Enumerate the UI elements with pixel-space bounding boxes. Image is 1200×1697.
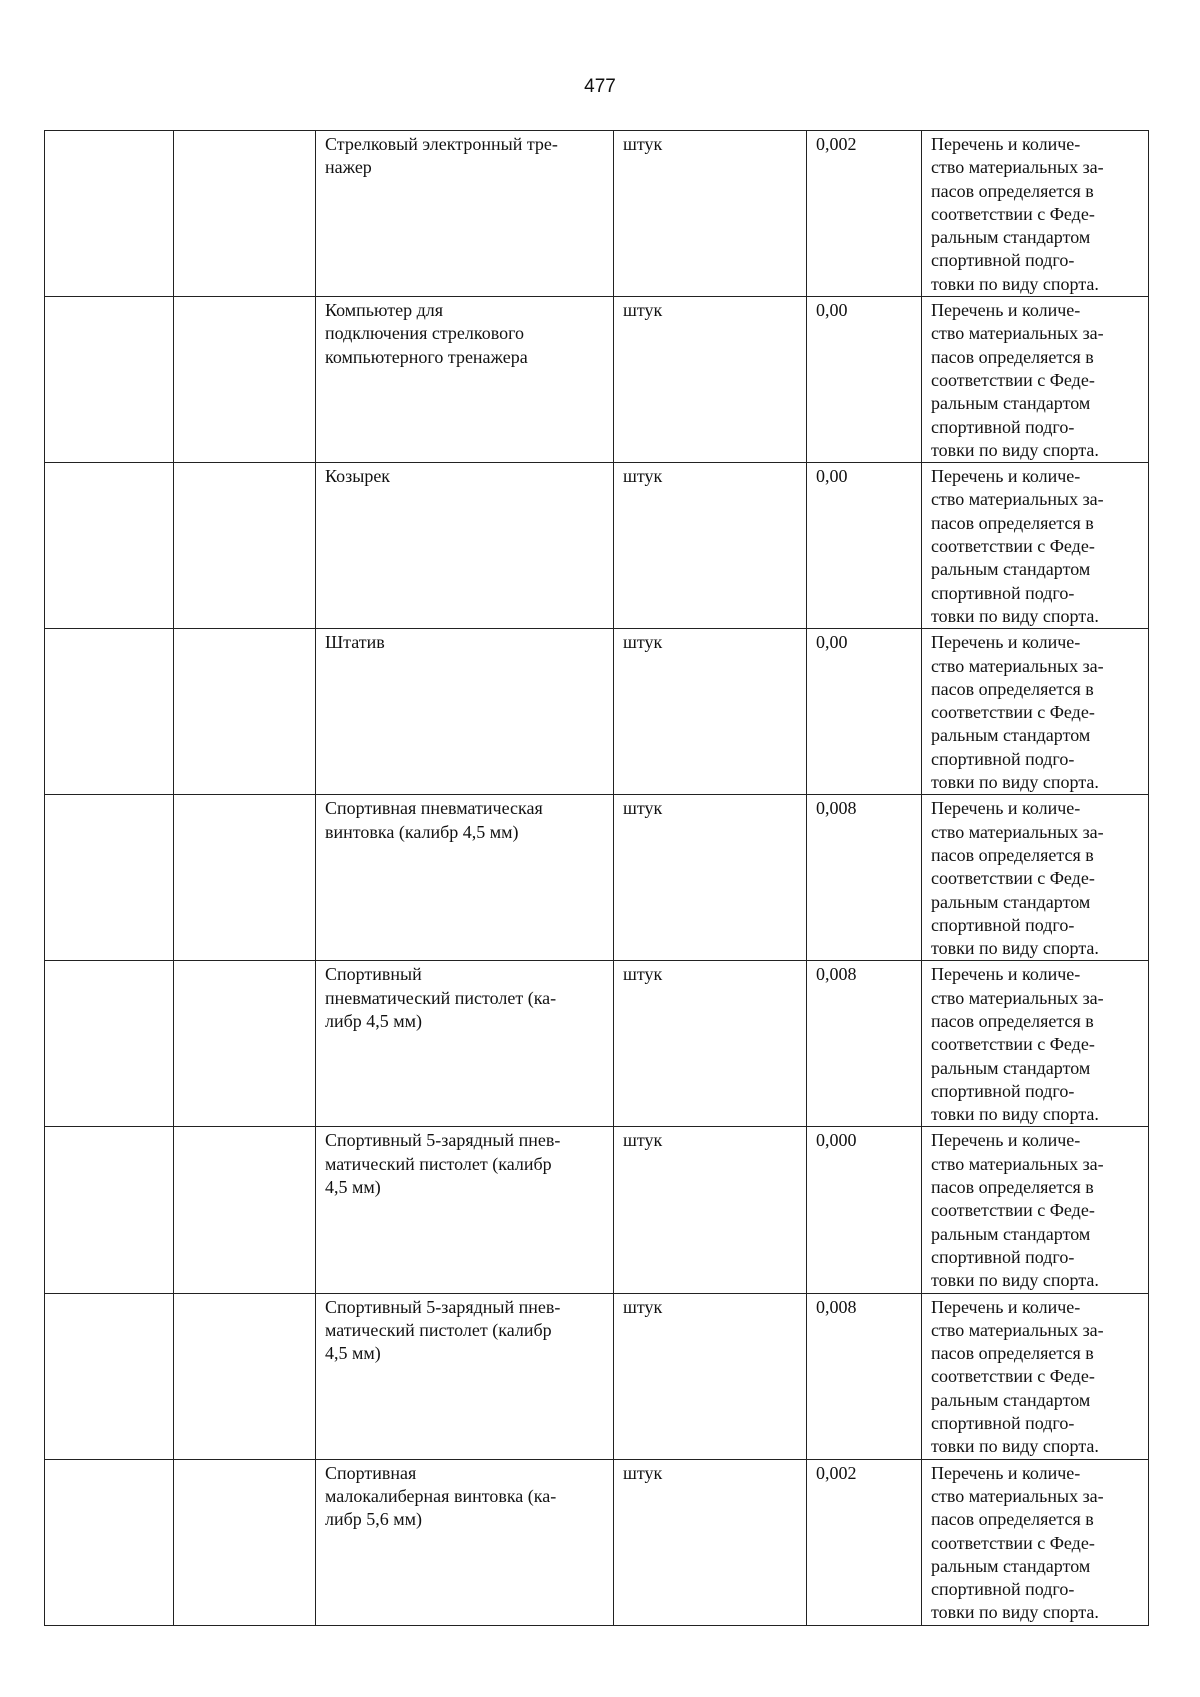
unit-cell [614, 961, 807, 1127]
note-cell [922, 1293, 1149, 1459]
unit-cell [614, 1459, 807, 1625]
item-name-cell [316, 629, 614, 795]
unit-text: штук [623, 1296, 663, 1317]
unit-cell [614, 297, 807, 463]
inventory-table [44, 130, 1149, 1626]
item-name-cell [316, 297, 614, 463]
note-text: Перечень и количе- ство материальных за- пасов определяется в соответствии с Феде- ральным стандартом спортивной подго- товки по виду спорта. [931, 300, 1104, 460]
quantity-text: 0,008 [816, 964, 857, 985]
quantity-cell [807, 1459, 922, 1625]
item-name-text: Спортивный пневматический пистолет (ка- либр 4,5 мм) [325, 964, 557, 1031]
empty-column-1-cell [45, 1127, 174, 1293]
quantity-cell [807, 961, 922, 1127]
table-row [45, 1127, 1149, 1293]
unit-cell [614, 463, 807, 629]
empty-column-2-cell [174, 961, 316, 1127]
empty-column-1-cell [45, 131, 174, 297]
item-name-text: Спортивная малокалиберная винтовка (ка- либр 5,6 мм) [325, 1462, 557, 1530]
item-name-text: Козырек [325, 466, 391, 487]
item-name-text: Штатив [325, 632, 385, 653]
quantity-text: 0,002 [816, 1462, 857, 1483]
note-text: Перечень и количе- ство материальных за- пасов определяется в соответствии с Феде- ральным стандартом спортивной подго- товки по виду спорта. [931, 798, 1104, 959]
item-name-cell [316, 1293, 614, 1459]
empty-column-2-cell [174, 1293, 316, 1459]
quantity-cell [807, 131, 922, 297]
unit-text: штук [623, 798, 663, 819]
note-cell [922, 795, 1149, 961]
quantity-text: 0,00 [816, 300, 848, 321]
item-name-text: Спортивный 5-зарядный пнев- матический пистолет (калибр 4,5 мм) [325, 1130, 561, 1198]
unit-cell [614, 795, 807, 961]
empty-column-2-cell [174, 795, 316, 961]
note-cell [922, 297, 1149, 463]
quantity-cell [807, 463, 922, 629]
empty-column-1-cell [45, 1293, 174, 1459]
unit-text: штук [623, 1462, 663, 1483]
note-text: Перечень и количе- ство материальных за- пасов определяется в соответствии с Феде- ральным стандартом спортивной подго- товки по виду спорта. [931, 1296, 1104, 1457]
note-text: Перечень и количе- ство материальных за- пасов определяется в соответствии с Феде- ральным стандартом спортивной подго- товки по виду спорта. [931, 134, 1104, 294]
empty-column-1-cell [45, 463, 174, 629]
item-name-cell [316, 1127, 614, 1293]
item-name-text: Спортивный 5-зарядный пнев- матический пистолет (калибр 4,5 мм) [325, 1296, 561, 1364]
page-number: 477 [584, 76, 616, 97]
table-row [45, 131, 1149, 297]
note-text: Перечень и количе- ство материальных за- пасов определяется в соответствии с Феде- ральным стандартом спортивной подго- товки по виду спорта. [931, 964, 1104, 1125]
unit-cell [614, 629, 807, 795]
empty-column-2-cell [174, 131, 316, 297]
note-text: Перечень и количе- ство материальных за- пасов определяется в соответствии с Феде- ральным стандартом спортивной подго- товки по виду спорта. [931, 632, 1104, 793]
quantity-cell [807, 795, 922, 961]
quantity-text: 0,000 [816, 1130, 857, 1151]
quantity-text: 0,00 [816, 632, 848, 653]
unit-text: штук [623, 1130, 663, 1151]
item-name-text: Стрелковый электронный тре- нажер [325, 134, 558, 178]
note-cell [922, 629, 1149, 795]
unit-text: штук [623, 466, 663, 487]
item-name-cell [316, 795, 614, 961]
empty-column-2-cell [174, 297, 316, 463]
unit-text: штук [623, 632, 663, 653]
table-body [45, 131, 1149, 1626]
empty-column-2-cell [174, 1127, 316, 1293]
quantity-cell [807, 1293, 922, 1459]
unit-text: штук [623, 300, 663, 321]
quantity-text: 0,00 [816, 466, 848, 487]
quantity-text: 0,002 [816, 134, 857, 154]
item-name-cell [316, 463, 614, 629]
unit-cell [614, 1127, 807, 1293]
table-row [45, 629, 1149, 795]
unit-cell [614, 131, 807, 297]
table-row [45, 961, 1149, 1127]
empty-column-2-cell [174, 463, 316, 629]
table-row [45, 297, 1149, 463]
note-cell [922, 463, 1149, 629]
unit-text: штук [623, 964, 663, 985]
quantity-cell [807, 1127, 922, 1293]
item-name-text: Компьютер для подключения стрелкового компьютерного тренажера [325, 300, 528, 367]
note-cell [922, 1459, 1149, 1625]
note-cell [922, 961, 1149, 1127]
quantity-cell [807, 297, 922, 463]
empty-column-1-cell [45, 1459, 174, 1625]
item-name-cell [316, 1459, 614, 1625]
note-text: Перечень и количе- ство материальных за- пасов определяется в соответствии с Феде- ральным стандартом спортивной подго- товки по виду спорта. [931, 1130, 1104, 1291]
empty-column-1-cell [45, 961, 174, 1127]
unit-text: штук [623, 134, 663, 154]
note-text: Перечень и количе- ство материальных за- пасов определяется в соответствии с Феде- ральным стандартом спортивной подго- товки по виду спорта. [931, 1462, 1104, 1623]
item-name-cell [316, 961, 614, 1127]
item-name-cell [316, 131, 614, 297]
empty-column-1-cell [45, 297, 174, 463]
table-row [45, 795, 1149, 961]
note-cell [922, 1127, 1149, 1293]
unit-cell [614, 1293, 807, 1459]
item-name-text: Спортивная пневматическая винтовка (калибр 4,5 мм) [325, 798, 543, 842]
empty-column-2-cell [174, 629, 316, 795]
empty-column-1-cell [45, 629, 174, 795]
table-row [45, 1293, 1149, 1459]
quantity-cell [807, 629, 922, 795]
quantity-text: 0,008 [816, 1296, 857, 1317]
empty-column-2-cell [174, 1459, 316, 1625]
note-cell [922, 131, 1149, 297]
note-text: Перечень и количе- ство материальных за- пасов определяется в соответствии с Феде- ральным стандартом спортивной подго- товки по виду спорта. [931, 466, 1104, 626]
table-row [45, 1459, 1149, 1625]
quantity-text: 0,008 [816, 798, 857, 819]
table-row [45, 463, 1149, 629]
empty-column-1-cell [45, 795, 174, 961]
